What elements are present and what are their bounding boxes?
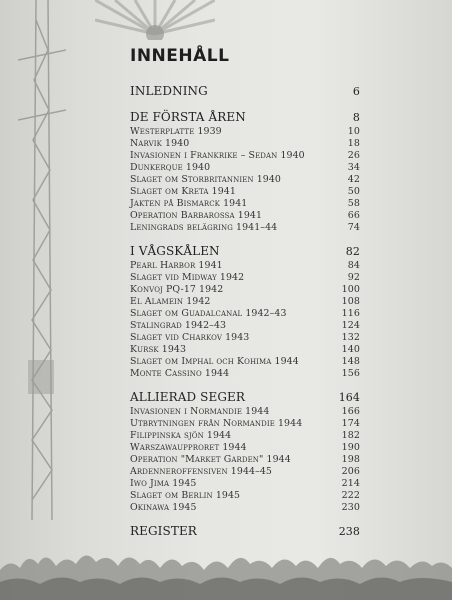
toc-label: Monte Cassino 1944 bbox=[130, 368, 230, 379]
toc-label: Stalingrad 1942–43 bbox=[130, 320, 227, 331]
toc-entry bbox=[130, 296, 360, 308]
toc-page-number: 238 bbox=[338, 525, 360, 538]
toc-entry bbox=[130, 174, 360, 186]
toc-page-number: 66 bbox=[347, 210, 360, 221]
toc-page-number: 132 bbox=[341, 332, 360, 343]
toc-entry bbox=[130, 502, 360, 514]
toc-page-number: 10 bbox=[347, 126, 360, 137]
toc-page-number: 174 bbox=[341, 418, 360, 429]
toc-section-entries bbox=[130, 406, 360, 514]
toc-label: Slaget vid Charkov 1943 bbox=[130, 332, 250, 343]
toc-page-number: 58 bbox=[347, 198, 360, 209]
toc-label: Invasionen i Normandie 1944 bbox=[130, 406, 270, 417]
toc-label: Iwo Jima 1945 bbox=[130, 478, 197, 489]
toc-section-heading bbox=[130, 244, 360, 260]
toc-label: Warszawaupproret 1944 bbox=[130, 442, 247, 453]
toc-label: Ardenneroffensiven 1944–45 bbox=[130, 466, 272, 477]
toc-entry bbox=[130, 284, 360, 296]
toc-page-number: 140 bbox=[341, 344, 360, 355]
toc-label: Slaget vid Midway 1942 bbox=[130, 272, 245, 283]
toc-page-number: 156 bbox=[341, 368, 360, 379]
toc-label: Dunkerque 1940 bbox=[130, 162, 211, 173]
toc-entry bbox=[130, 406, 360, 418]
toc-label: REGISTER bbox=[130, 524, 197, 538]
toc-label: Leningrads belägring 1941–44 bbox=[130, 222, 278, 233]
toc-label: I VÅGSKÅLEN bbox=[130, 244, 220, 258]
toc-label: Slaget om Berlin 1945 bbox=[130, 490, 241, 501]
toc-register bbox=[130, 524, 360, 540]
toc-label: Okinawa 1945 bbox=[130, 502, 197, 513]
toc-page-number: 148 bbox=[341, 356, 360, 367]
toc-entry bbox=[130, 162, 360, 174]
toc-label: INLEDNING bbox=[130, 84, 208, 98]
toc-label: Operation "Market Garden" 1944 bbox=[130, 454, 291, 465]
toc-page-number: 124 bbox=[341, 320, 360, 331]
toc-entry bbox=[130, 126, 360, 138]
toc-page-number: 74 bbox=[347, 222, 360, 233]
toc-page-number: 198 bbox=[341, 454, 360, 465]
toc-label: Kursk 1943 bbox=[130, 344, 187, 355]
toc-page-number: 166 bbox=[341, 406, 360, 417]
toc-entry bbox=[130, 466, 360, 478]
toc-page-number: 222 bbox=[341, 490, 360, 501]
toc-label: Utbrytningen från Normandie 1944 bbox=[130, 418, 303, 429]
toc-entry bbox=[130, 430, 360, 442]
toc-entry bbox=[130, 490, 360, 502]
toc-label: Slaget om Kreta 1941 bbox=[130, 186, 236, 197]
toc-entry bbox=[130, 186, 360, 198]
toc-label: El Alamein 1942 bbox=[130, 296, 211, 307]
radio-mast-image bbox=[18, 0, 66, 520]
toc-label: Slaget om Imphal och Kohima 1944 bbox=[130, 356, 299, 367]
toc-label: Konvoj PQ-17 1942 bbox=[130, 284, 224, 295]
toc-entry bbox=[130, 210, 360, 222]
toc-entry bbox=[130, 308, 360, 320]
toc-entry bbox=[130, 260, 360, 272]
toc-page-number: 8 bbox=[352, 111, 360, 124]
toc-label: Pearl Harbor 1941 bbox=[130, 260, 223, 271]
toc-page-number: 18 bbox=[347, 138, 360, 149]
toc-intro bbox=[130, 84, 360, 100]
toc-entry bbox=[130, 454, 360, 466]
toc-entry bbox=[130, 344, 360, 356]
toc-page-number: 84 bbox=[347, 260, 360, 271]
toc-page-number: 92 bbox=[347, 272, 360, 283]
toc-section-entries bbox=[130, 260, 360, 380]
toc-entry bbox=[130, 150, 360, 162]
toc-page-number: 190 bbox=[341, 442, 360, 453]
toc-label: Jakten på Bismarck 1941 bbox=[130, 198, 248, 209]
toc-page-number: 182 bbox=[341, 430, 360, 441]
toc-label: Filippinska sjön 1944 bbox=[130, 430, 232, 441]
toc-entry bbox=[130, 418, 360, 430]
toc-page-number: 42 bbox=[347, 174, 360, 185]
toc-section-entries bbox=[130, 126, 360, 234]
toc-page-number: 6 bbox=[352, 85, 360, 98]
toc-section-heading bbox=[130, 110, 360, 126]
toc-entry bbox=[130, 138, 360, 150]
toc-page-number: 100 bbox=[341, 284, 360, 295]
toc-entry bbox=[130, 442, 360, 454]
toc-entry bbox=[130, 368, 360, 380]
toc-page-number: 108 bbox=[341, 296, 360, 307]
toc-label: Invasionen i Frankrike – Sedan 1940 bbox=[130, 150, 305, 161]
toc-label: ALLIERAD SEGER bbox=[130, 390, 246, 404]
toc-label: Narvik 1940 bbox=[130, 138, 190, 149]
toc-label: Slaget om Guadalcanal 1942–43 bbox=[130, 308, 287, 319]
toc-entry bbox=[130, 478, 360, 490]
toc-label: Westerplatte 1939 bbox=[130, 126, 222, 137]
toc-page-number: 116 bbox=[341, 308, 360, 319]
toc-page-number: 230 bbox=[341, 502, 360, 513]
toc-entry bbox=[130, 356, 360, 368]
toc-label: DE FÖRSTA ÅREN bbox=[130, 110, 246, 124]
rising-sun-flag-image bbox=[95, 0, 215, 40]
toc-label: Slaget om Storbritannien 1940 bbox=[130, 174, 281, 185]
toc-page-number: 206 bbox=[341, 466, 360, 477]
crowd-silhouette-image bbox=[0, 530, 452, 600]
toc-entry bbox=[130, 272, 360, 284]
toc-page-number: 34 bbox=[347, 162, 360, 173]
toc-page-number: 82 bbox=[345, 245, 360, 258]
toc-page-number: 214 bbox=[341, 478, 360, 489]
table-of-contents bbox=[130, 46, 360, 540]
toc-page-number: 26 bbox=[347, 150, 360, 161]
toc-page-number: 164 bbox=[338, 391, 360, 404]
toc-entry bbox=[130, 222, 360, 234]
toc-entry bbox=[130, 332, 360, 344]
toc-entry bbox=[130, 198, 360, 210]
page-title: INNEHÅLL bbox=[130, 46, 230, 66]
toc-page-number: 50 bbox=[347, 186, 360, 197]
toc-label: Operation Barbarossa 1941 bbox=[130, 210, 263, 221]
toc-entry bbox=[130, 320, 360, 332]
toc-section-heading bbox=[130, 390, 360, 406]
